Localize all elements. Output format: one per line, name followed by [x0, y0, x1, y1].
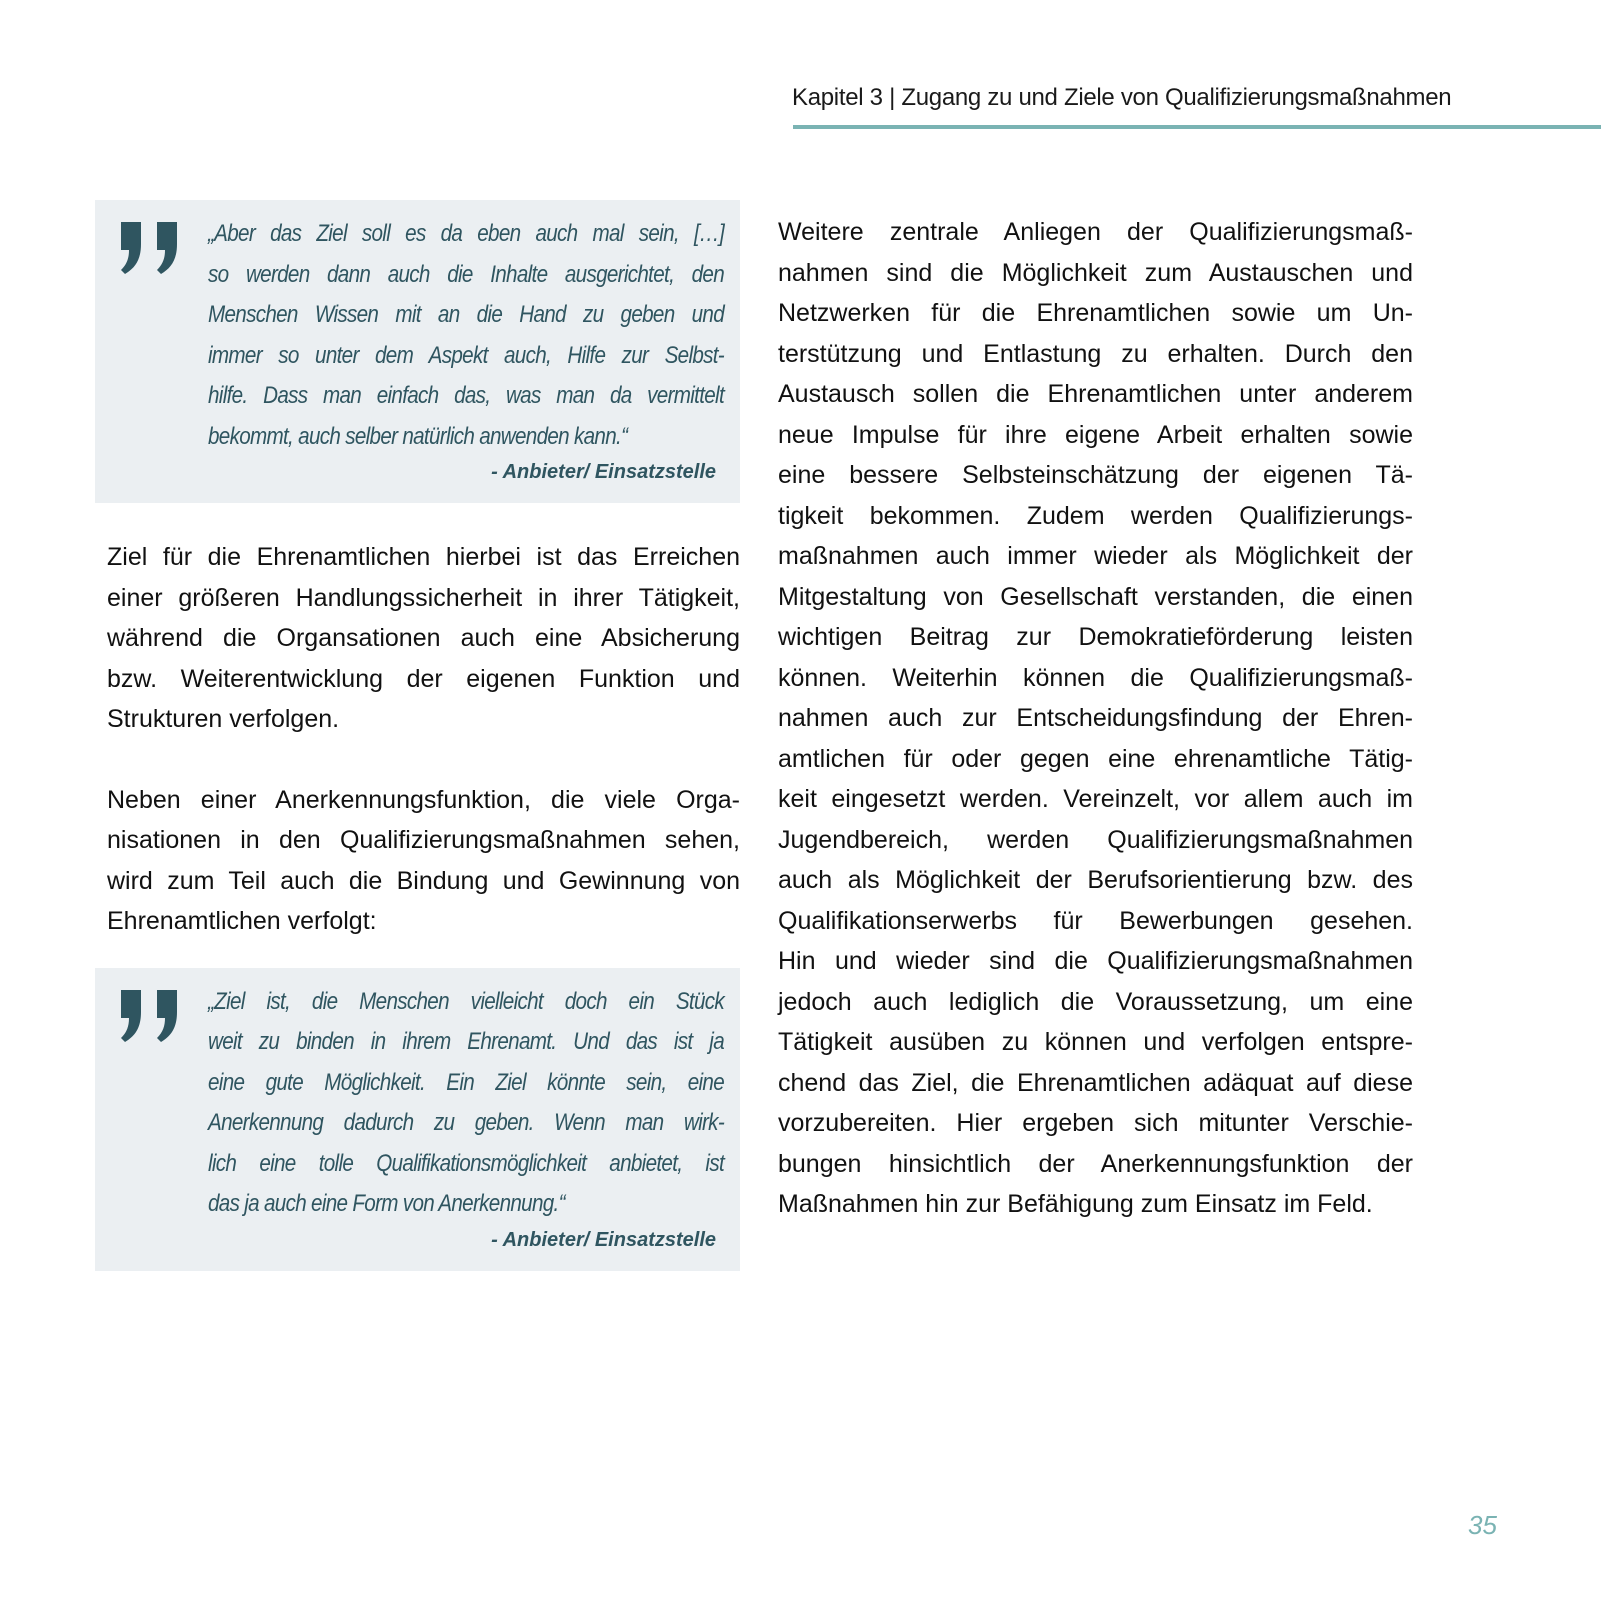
text-line: wichtigen Beitrag zur Demokratieförderung leisten: [778, 623, 1413, 651]
quote-line: eine gute Möglichkeit. Ein Ziel könnte sein, eine: [208, 1068, 724, 1096]
text-line: vorzubereiten. Hier ergeben sich mitunter Verschie-: [778, 1109, 1413, 1137]
quote-line: „Ziel ist, die Menschen vielleicht doch ein Stück: [208, 987, 724, 1015]
paragraph: [95, 780, 740, 942]
text-line: Strukturen verfolgen.: [107, 705, 340, 733]
text-line: nisationen in den Qualifizierungsmaßnahmen sehen,: [107, 826, 740, 854]
text-line: jedoch auch lediglich die Voraussetzung, um eine: [778, 987, 1413, 1016]
quote-line: lich eine tolle Qualifikationsmöglichkeit anbietet, ist: [208, 1149, 724, 1177]
quote-block-1: [95, 200, 740, 503]
header-rule-divider: [793, 125, 1601, 129]
quote-source: - Anbieter/ Einsatzstelle: [491, 461, 716, 483]
quote-line: „Aber das Ziel soll es da eben auch mal sein, […]: [208, 220, 724, 247]
text-line: Mitgestaltung von Gesellschaft verstanden, die einen: [778, 582, 1413, 611]
quote-line: das ja auch eine Form von Anerkennung.“: [208, 1190, 565, 1217]
text-line: Ziel für die Ehrenamtlichen hierbei ist das Erreichen: [107, 543, 740, 571]
text-line: maßnahmen auch immer wieder als Möglichkeit der: [778, 542, 1413, 570]
paragraph: [95, 537, 740, 740]
text-line: neue Impulse für ihre eigene Arbeit erhalten sowie: [778, 420, 1413, 449]
quote-line: Menschen Wissen mit an die Hand zu geben und: [208, 301, 724, 328]
text-line: nahmen auch zur Entscheidungsfindung der Ehren-: [778, 704, 1413, 732]
text-line: Maßnahmen hin zur Befähigung zum Einsatz im Feld.: [778, 1190, 1373, 1218]
text-line: wird zum Teil auch die Bindung und Gewinnung von: [107, 866, 740, 895]
paragraph: [778, 212, 1413, 1225]
quote-line: immer so unter dem Aspekt auch, Hilfe zur Selbst-: [208, 341, 724, 369]
text-line: Qualifikationserwerbs für Bewerbungen gesehen.: [778, 906, 1413, 935]
text-line: chend das Ziel, die Ehrenamtlichen adäquat auf diese: [778, 1068, 1413, 1097]
text-line: Austausch sollen die Ehrenamtlichen unter anderem: [778, 380, 1413, 408]
quote-line: Anerkennung dadurch zu geben. Wenn man wirk-: [208, 1109, 724, 1136]
quote-line: hilfe. Dass man einfach das, was man da vermittelt: [208, 382, 724, 409]
text-line: Ehrenamtlichen verfolgt:: [107, 907, 377, 935]
text-line: Netzwerken für die Ehrenamtlichen sowie um Un-: [778, 299, 1413, 327]
quote-mark-icon: [119, 990, 183, 1042]
text-line: Tätigkeit ausüben zu können und verfolgen entspre-: [778, 1028, 1413, 1056]
quote-block-2: [95, 968, 740, 1271]
text-line: Neben einer Anerkennungsfunktion, die viele Orga-: [107, 785, 740, 814]
text-line: Jugendbereich, werden Qualifizierungsmaßnahmen: [778, 825, 1413, 854]
text-line: einer größeren Handlungssicherheit in ihrer Tätigkeit,: [107, 583, 740, 612]
quote-line: so werden dann auch die Inhalte ausgerichtet, den: [208, 260, 724, 288]
text-line: auch als Möglichkeit der Berufsorientierung bzw. des: [778, 866, 1413, 894]
text-line: eine bessere Selbsteinschätzung der eigenen Tä-: [778, 461, 1413, 489]
text-line: bungen hinsichtlich der Anerkennungsfunktion der: [778, 1149, 1413, 1178]
right-column: [778, 212, 1413, 1225]
text-line: amtlichen für oder gegen eine ehrenamtliche Tätig-: [778, 744, 1413, 773]
text-line: terstützung und Entlastung zu erhalten. Durch den: [778, 339, 1413, 368]
text-line: tigkeit bekommen. Zudem werden Qualifizierungs-: [778, 501, 1413, 530]
text-line: Weitere zentrale Anliegen der Qualifizierungsmaß-: [778, 218, 1413, 246]
left-column: [95, 200, 740, 1271]
text-line: können. Weiterhin können die Qualifizierungsmaß-: [778, 663, 1413, 692]
page-number: 35: [1468, 1510, 1497, 1540]
text-line: keit eingesetzt werden. Vereinzelt, vor allem auch im: [778, 785, 1413, 813]
text-line: Hin und wieder sind die Qualifizierungsmaßnahmen: [778, 947, 1413, 975]
quote-text: [208, 214, 724, 457]
quote-text: [208, 982, 724, 1225]
quote-line: bekommt, auch selber natürlich anwenden kann.“: [208, 422, 628, 450]
quote-mark-icon: [119, 222, 183, 274]
text-line: bzw. Weiterentwicklung der eigenen Funktion und: [107, 664, 740, 693]
quote-source: - Anbieter/ Einsatzstelle: [491, 1228, 716, 1251]
running-header-title: Kapitel 3 | Zugang zu und Ziele von Qualifizierungsmaßnahmen: [792, 84, 1452, 111]
text-line: während die Organsationen auch eine Absicherung: [107, 624, 740, 652]
text-line: nahmen sind die Möglichkeit zum Austauschen und: [778, 258, 1413, 287]
quote-line: weit zu binden in ihrem Ehrenamt. Und das ist ja: [208, 1028, 724, 1055]
